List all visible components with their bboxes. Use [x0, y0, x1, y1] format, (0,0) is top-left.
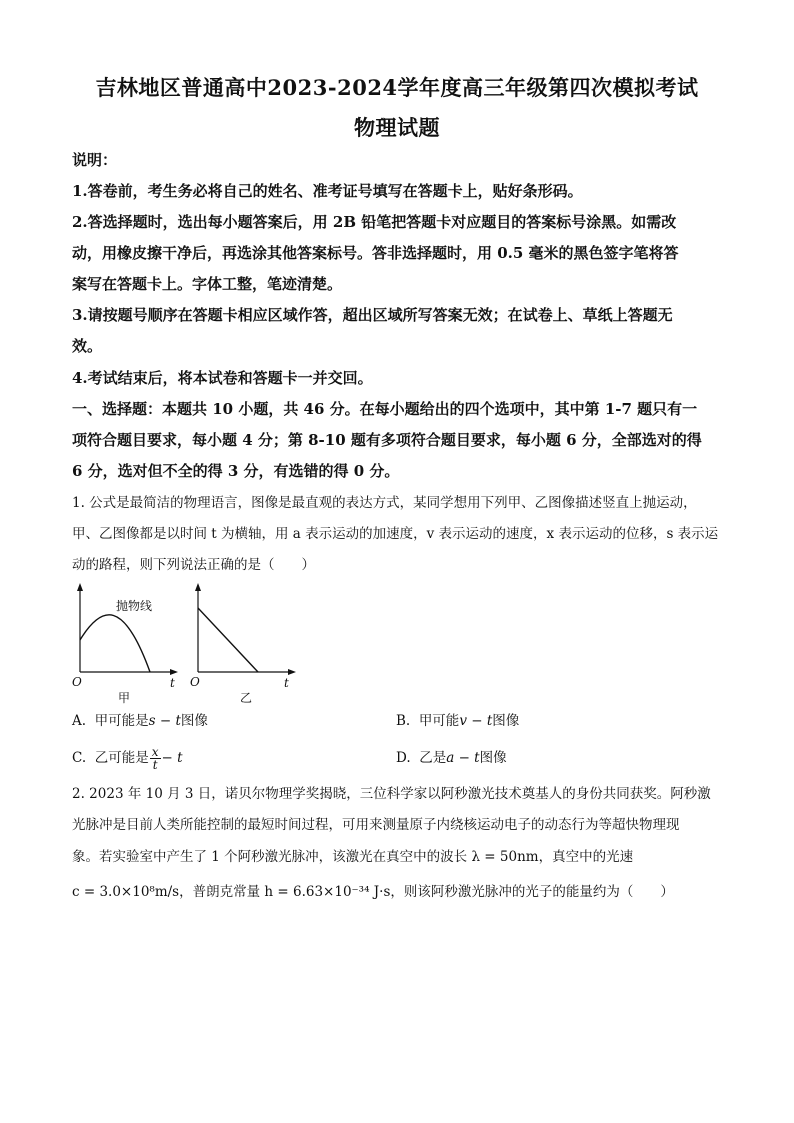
graph-yi-origin: O: [190, 675, 200, 689]
graph-jia-origin: O: [72, 675, 82, 689]
option-d-letter: D.: [396, 750, 411, 766]
graph-jia-caption: 甲: [118, 691, 131, 705]
option-d[interactable]: [396, 748, 507, 768]
option-a-expr: s − t: [148, 713, 181, 729]
graph-jia-y-arrow: [77, 583, 83, 591]
option-c-fraction: [150, 746, 161, 771]
option-d-expr: a − t: [446, 750, 480, 766]
section-heading-line: 一、选择题：本题共 10 小题，共 46 分。在每小题给出的四个选项中，其中第 1-7 题只有一: [72, 400, 698, 418]
instruction-line: 2.答选择题时，选出每小题答案后，用 2B 铅笔把答题卡对应题目的答案标号涂黑。如需改: [72, 213, 677, 231]
option-c-letter: C.: [72, 750, 87, 766]
graph-jia-curve-label: 抛物线: [116, 599, 153, 613]
instruction-line: 案写在答题卡上。字体工整，笔迹清楚。: [72, 275, 343, 293]
instruction-line: 4.考试结束后，将本试卷和答题卡一并交回。: [72, 369, 373, 387]
question-2-text: 光脉冲是目前人类所能控制的最短时间过程，可用来测量原子内绕核运动电子的动态行为等超快物理现: [72, 817, 680, 833]
option-c-denominator: t: [152, 758, 158, 772]
graph-yi-caption: 乙: [240, 691, 253, 705]
option-c-expr: − t: [161, 750, 183, 766]
option-b-expr: v − t: [459, 713, 493, 729]
instruction-line: 3.请按题号顺序在答题卡相应区域作答，超出区域所写答案无效；在试卷上、草纸上答题无: [72, 306, 673, 324]
question-2-text: 象。若实验室中产生了 1 个阿秒激光脉冲，该激光在真空中的波长 λ = 50nm，真空中的光速: [72, 849, 634, 865]
instruction-line: 动，用橡皮擦干净后，再选涂其他答案标号。答非选择题时，用 0.5 毫米的黑色签字笔将答: [72, 244, 679, 262]
graph-yi-x-arrow: [288, 669, 296, 675]
option-b-letter: B.: [396, 713, 411, 729]
option-a-tail: 图像: [180, 713, 208, 729]
graph-yi-y-arrow: [195, 583, 201, 591]
option-b[interactable]: [396, 711, 519, 731]
section-heading-line: 项符合题目要求，每小题 4 分；第 8-10 题有多项符合题目要求，每小题 6 分，全部选对的得: [72, 431, 702, 449]
option-d-text: 乙是: [419, 750, 447, 766]
instruction-line: 效。: [72, 337, 103, 355]
option-a-letter: A.: [72, 713, 87, 729]
exam-title: 吉林地区普通高中2023-2024学年度高三年级第四次模拟考试: [95, 75, 699, 100]
question-1-text: 1. 公式是最简洁的物理语言，图像是最直观的表达方式，某同学想用下列甲、乙图像描述竖直上抛运动，: [72, 495, 697, 511]
graph-jia-x-arrow: [170, 669, 178, 675]
graph-jia-parabola: [80, 615, 150, 672]
question-1-text: 动的路程，则下列说法正确的是（ ）: [72, 557, 315, 573]
instructions-heading: 说明：: [72, 151, 118, 169]
option-c-text: 乙可能是: [94, 750, 149, 766]
graph-jia: [68, 580, 188, 706]
instruction-line: 1.答卷前，考生务必将自己的姓名、准考证号填写在答题卡上，贴好条形码。: [72, 182, 583, 200]
option-c-numerator: x: [151, 745, 159, 759]
graph-jia-t-label: t: [170, 676, 175, 690]
option-d-tail: 图像: [479, 750, 507, 766]
question-2-text: c = 3.0×10⁸m/s，普朗克常量 h = 6.63×10⁻³⁴ J·s，则该阿秒激光脉冲的光子的能量约为（ ）: [72, 884, 674, 900]
graph-yi: [186, 580, 306, 706]
option-b-text: 甲可能: [418, 713, 460, 729]
option-c[interactable]: [72, 746, 183, 771]
option-a[interactable]: [72, 711, 208, 731]
section-heading-line: 6 分，选对但不全的得 3 分，有选错的得 0 分。: [72, 462, 400, 480]
option-a-text: 甲可能是: [94, 713, 149, 729]
question-2-text: 2. 2023 年 10 月 3 日，诺贝尔物理学奖揭晓，三位科学家以阿秒激光技术奠基人的身份共同获奖。阿秒激: [72, 786, 711, 802]
option-b-tail: 图像: [492, 713, 520, 729]
question-1-text: 甲、乙图像都是以时间 t 为横轴，用 a 表示运动的加速度，v 表示运动的速度，x 表示运动的位移，s 表示运: [72, 526, 719, 542]
exam-subtitle: 物理试题: [354, 115, 440, 140]
graph-yi-t-label: t: [284, 676, 289, 690]
graph-yi-line: [198, 608, 258, 672]
